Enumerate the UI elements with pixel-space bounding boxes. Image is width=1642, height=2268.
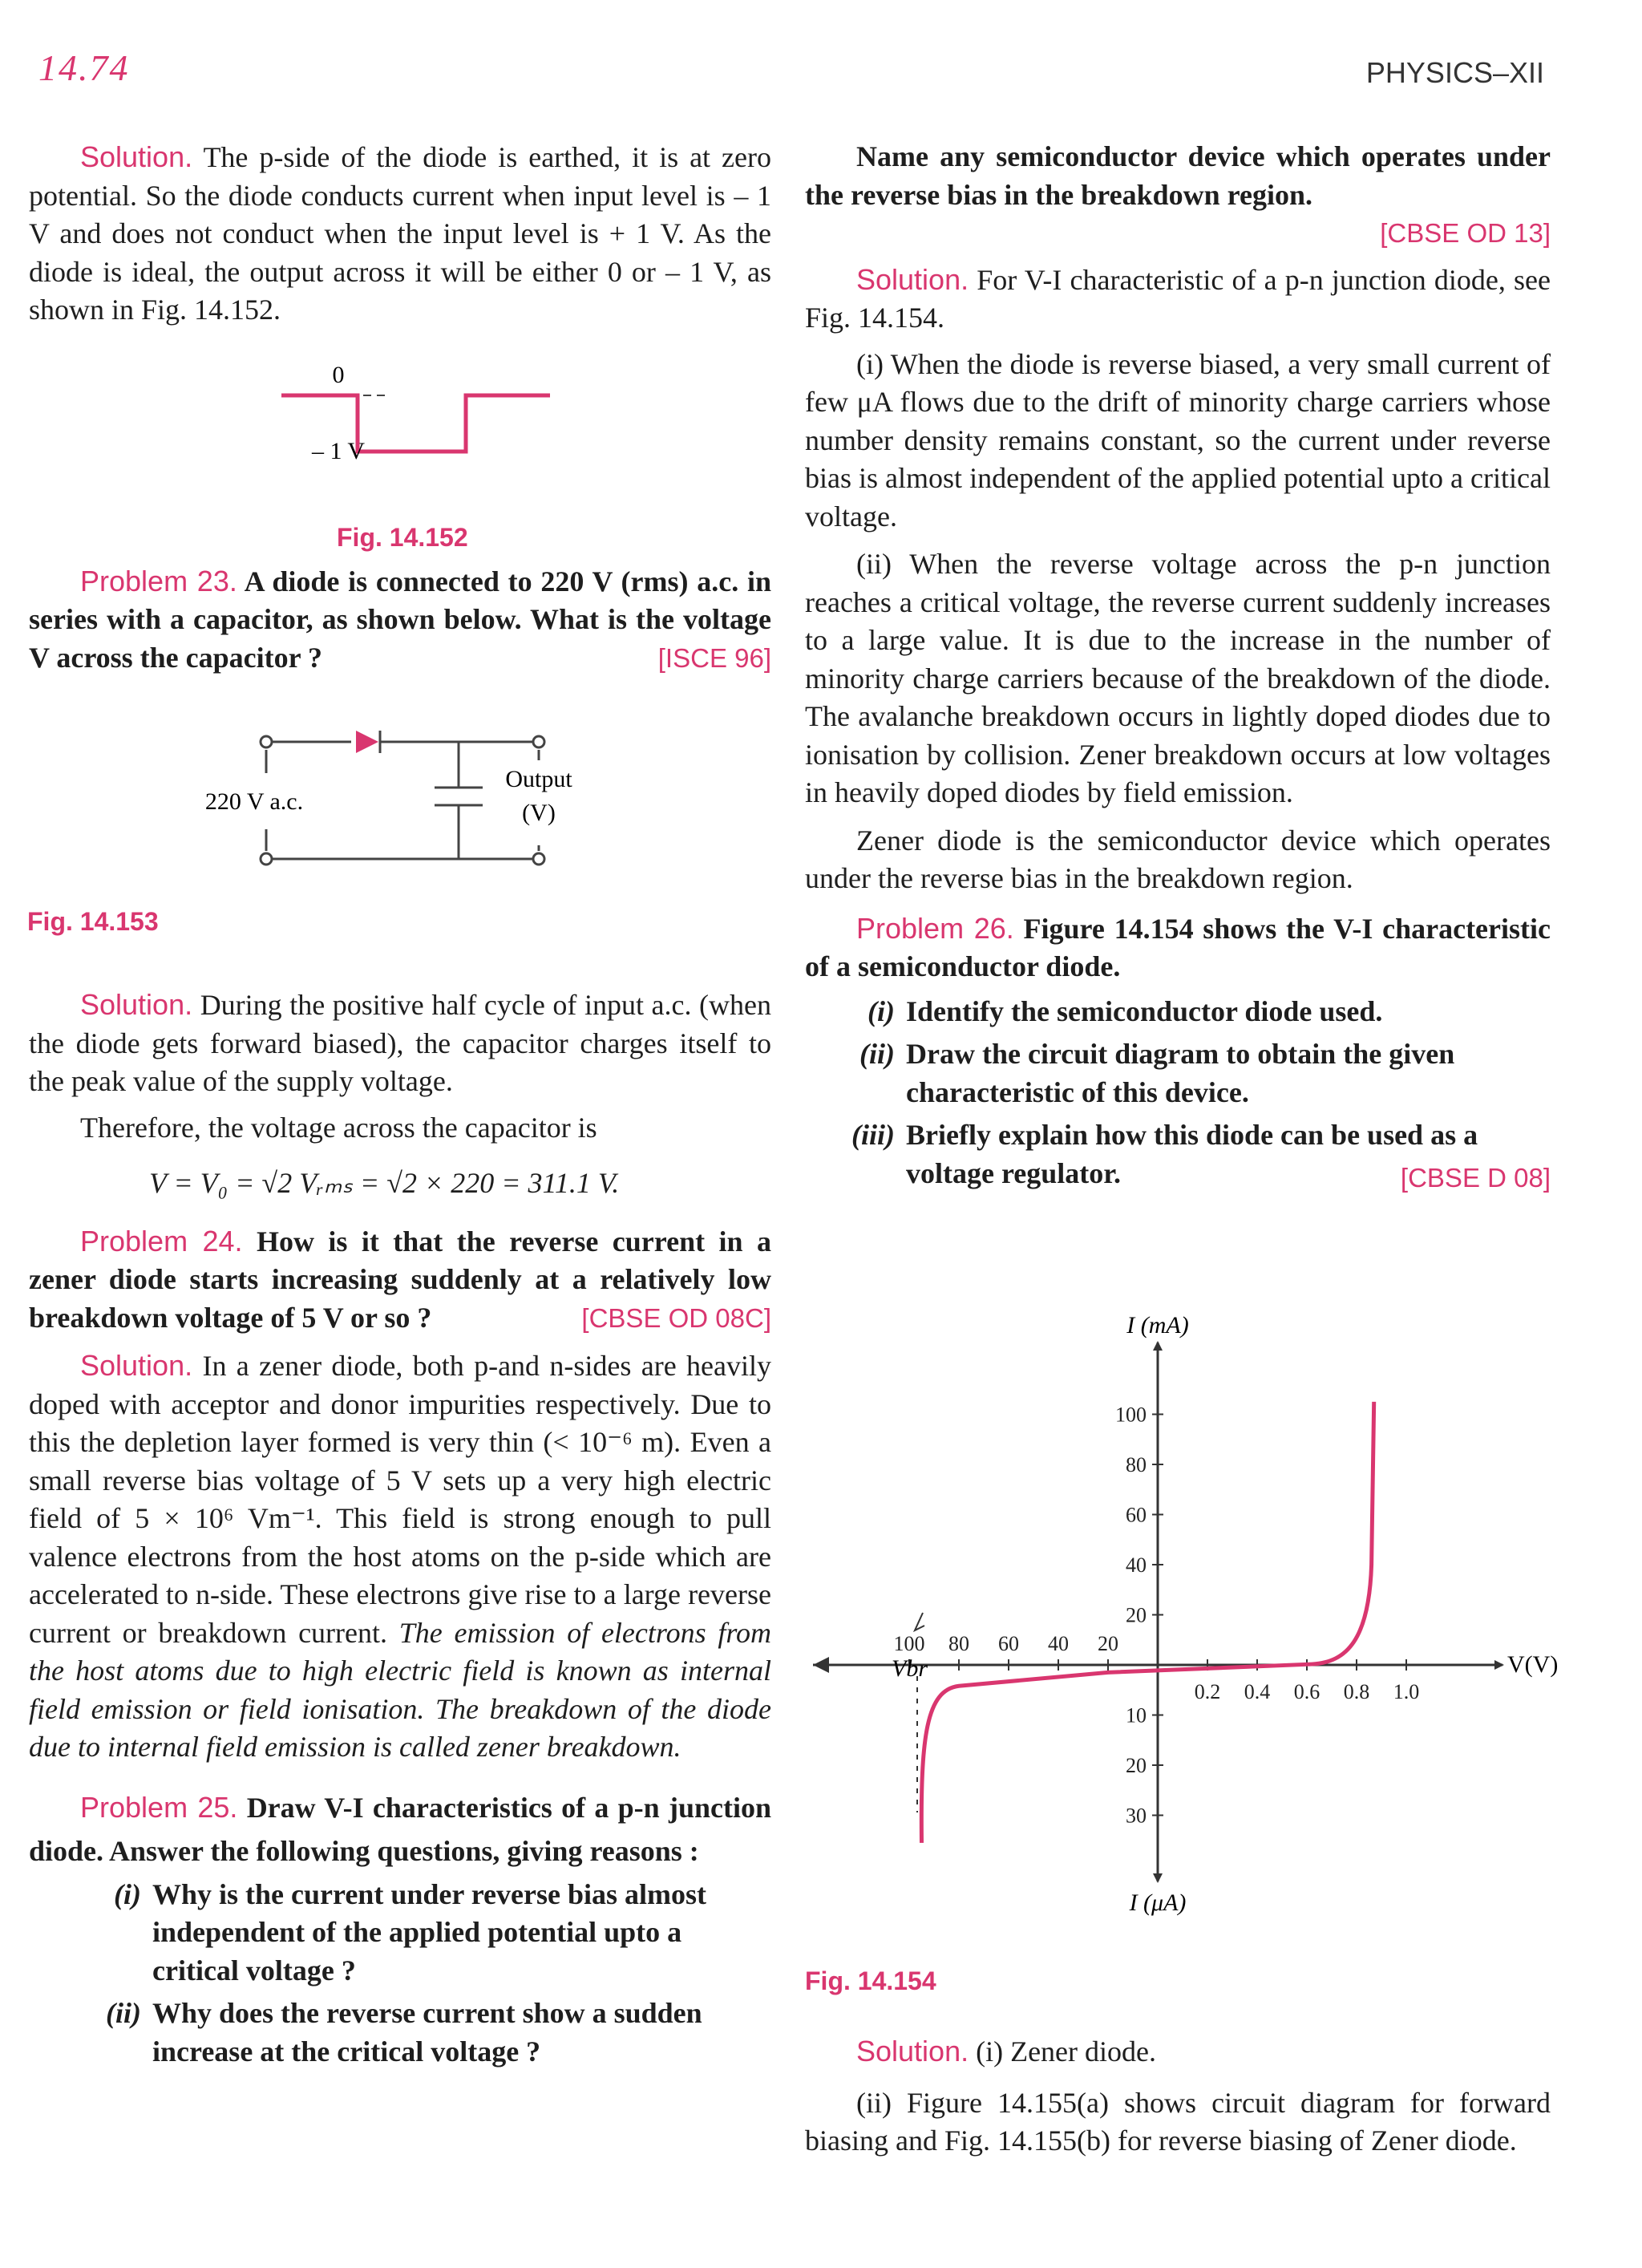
reverse-tick-label: 100 <box>893 1632 925 1655</box>
output-label: Output <box>505 766 572 792</box>
vi-curve <box>921 1402 1373 1843</box>
x-axis-label: V(V) <box>1507 1651 1559 1678</box>
figure-14-152 <box>29 330 771 562</box>
reverse-tick-label: 80 <box>948 1632 969 1655</box>
ua-tick-label: 20 <box>1126 1754 1147 1777</box>
right-column <box>805 138 1551 1197</box>
ua-tick-label: 30 <box>1126 1804 1147 1828</box>
solution-26-i: Solution. (i) Zener diode. <box>856 2035 1157 2068</box>
fig-14-152-caption: Fig. 14.152 <box>337 522 468 552</box>
reverse-tick-label: 20 <box>1098 1632 1118 1655</box>
problem-25-ref: [CBSE OD 13] <box>1380 218 1551 248</box>
right-column-bottom <box>805 2032 1551 2161</box>
reverse-tick-label: 60 <box>998 1632 1019 1655</box>
ua-tick-label: 10 <box>1126 1703 1147 1727</box>
ma-tick-label: 80 <box>1126 1453 1147 1476</box>
problem-26-item-1: (i) Identify the semiconductor diode used. <box>868 994 1383 1027</box>
forward-tick-label: 0.4 <box>1244 1680 1271 1703</box>
solution-22: Solution. The p-side of the diode is earthed, it is at zero potential. So the diode conducts current when input level is – 1 V and does not conduct when the input level is + 1 V. As the diode is ideal, the output across it will be either 0 or – 1 V, as shown in Fig. 14.152. <box>29 140 771 326</box>
ma-tick-label: 60 <box>1126 1503 1147 1527</box>
problem-26: Problem 26. Figure 14.154 shows the V-I characteristic of a semiconductor diode. <box>805 911 1551 982</box>
forward-tick-label: 0.8 <box>1343 1680 1370 1703</box>
solution-23-therefore: Therefore, the voltage across the capacitor is <box>80 1111 597 1144</box>
rectifier-circuit-diagram <box>29 677 771 917</box>
equation-capacitor-voltage: V = V₀ = √2 Vᵣₘₛ = √2 × 220 = 311.1 V. <box>149 1167 620 1199</box>
output-unit-label: (V) <box>522 800 556 826</box>
ma-tick-label: 20 <box>1126 1603 1147 1627</box>
problem-25: Problem 25. Draw V-I characteristics of a p-n junction diode. Answer the following questions, giving reasons : <box>29 1790 771 1867</box>
label-minus-1v: – 1 V <box>311 437 366 464</box>
label-zero: 0 <box>332 361 345 388</box>
fig-14-153-caption: Fig. 14.153 <box>27 907 159 936</box>
problem-23: Problem 23. A diode is connected to 220 V (rms) a.c. in series with a capacitor, as shown below. What is the voltage V across the capacitor ? [ISCE 96] <box>29 564 772 674</box>
problem-25-item-1: (i) Why is the current under reverse bias almost independent of the applied potential upto a critical voltage ? <box>114 1877 706 1987</box>
solution-24: Solution. In a zener diode, both p-and n-sides are heavily doped with acceptor and donor impurities respectively. Due to this the depletion layer formed is very thin (< 10⁻⁶ m). Even a small reverse bias voltage of 5 V sets up a very high electric field of 5 × 10⁶ Vm⁻¹. This field is strong enough to pull valence electrons from the host atoms on the p-side which are accelerated to n-side. These electrons give rise to a large reverse current or breakdown current. The emission of electrons from the host atoms due to high electric field is known as internal field emission or field ionisation. The breakdown of the diode due to internal field emission is called zener breakdown. <box>29 1349 772 1763</box>
solution-25: Solution. For V-I characteristic of a p-n junction diode, see Fig. 14.154. <box>805 262 1551 334</box>
page-number: 14.74 <box>38 47 130 88</box>
source-label: 220 V a.c. <box>204 788 304 815</box>
problem-25-item-2: (ii) Why does the reverse current show a sudden increase at the critical voltage ? <box>106 1997 702 2068</box>
forward-tick-label: 0.6 <box>1293 1680 1320 1703</box>
forward-tick-label: 1.0 <box>1393 1680 1420 1703</box>
figure-14-153 <box>29 677 771 986</box>
y-axis-top-label: I (mA) <box>1126 1312 1189 1339</box>
problem-25-continued: Name any semiconductor device which operates under the reverse bias in the breakdown region. <box>805 140 1551 211</box>
solution-25-zener: Zener diode is the semiconductor device which operates under the reverse bias in the breakdown region. <box>805 824 1551 894</box>
solution-23: Solution. During the positive half cycle of input a.c. (when the diode gets forward biased), the capacitor charges itself to the peak value of the supply voltage. <box>29 988 771 1097</box>
square-pulse-diagram <box>29 330 771 514</box>
vi-characteristic-graph <box>805 1299 1559 1957</box>
problem-26-item-3: (iii) Briefly explain how this diode can be used as a voltage regulator. <box>851 1119 1478 1189</box>
problem-24: Problem 24. How is it that the reverse current in a zener diode starts increasing suddenly at a relatively low breakdown voltage of 5 V or so ? [CBSE OD 08C] <box>29 1224 771 1334</box>
ma-tick-label: 40 <box>1126 1553 1147 1577</box>
fig-14-154-caption: Fig. 14.154 <box>805 1966 936 1995</box>
solution-25-part-2: (ii) When the reverse voltage across the p-n junction reaches a critical voltage, the reverse current suddenly increases to a large value. It is due to the increase in the number of minority charge carriers because of the breakdown of the diode. The avalanche breakdown occurs in lightly doped diodes due to ionisation by collision. Zener breakdown occurs at low voltages in heavily doped diodes by field emission. <box>805 548 1551 808</box>
reverse-tick-label: 40 <box>1048 1632 1069 1655</box>
vbr-label: Vbr <box>892 1655 928 1682</box>
forward-tick-label: 0.2 <box>1194 1680 1221 1703</box>
diode-symbol <box>356 731 378 753</box>
problem-26-item-2: (ii) Draw the circuit diagram to obtain the given characteristic of this device. <box>859 1038 1455 1108</box>
solution-26-ii: (ii) Figure 14.155(a) shows circuit diagram for forward biasing and Fig. 14.155(b) for reverse biasing of Zener diode. <box>805 2086 1551 2157</box>
y-axis-bottom-label: I (μA) <box>1129 1889 1187 1916</box>
problem-26-ref: [CBSE D 08] <box>1400 1163 1551 1193</box>
running-head: PHYSICS–XII <box>1365 56 1544 89</box>
left-column <box>29 138 771 2071</box>
vbr-arrow <box>915 1613 924 1630</box>
ma-tick-label: 100 <box>1115 1403 1147 1427</box>
solution-25-part-1: (i) When the diode is reverse biased, a very small current of few μA flows due to the drift of minority charge carriers whose number density remains constant, so the current under reverse bias is almost independent of the applied potential upto a critical voltage. <box>805 347 1551 533</box>
